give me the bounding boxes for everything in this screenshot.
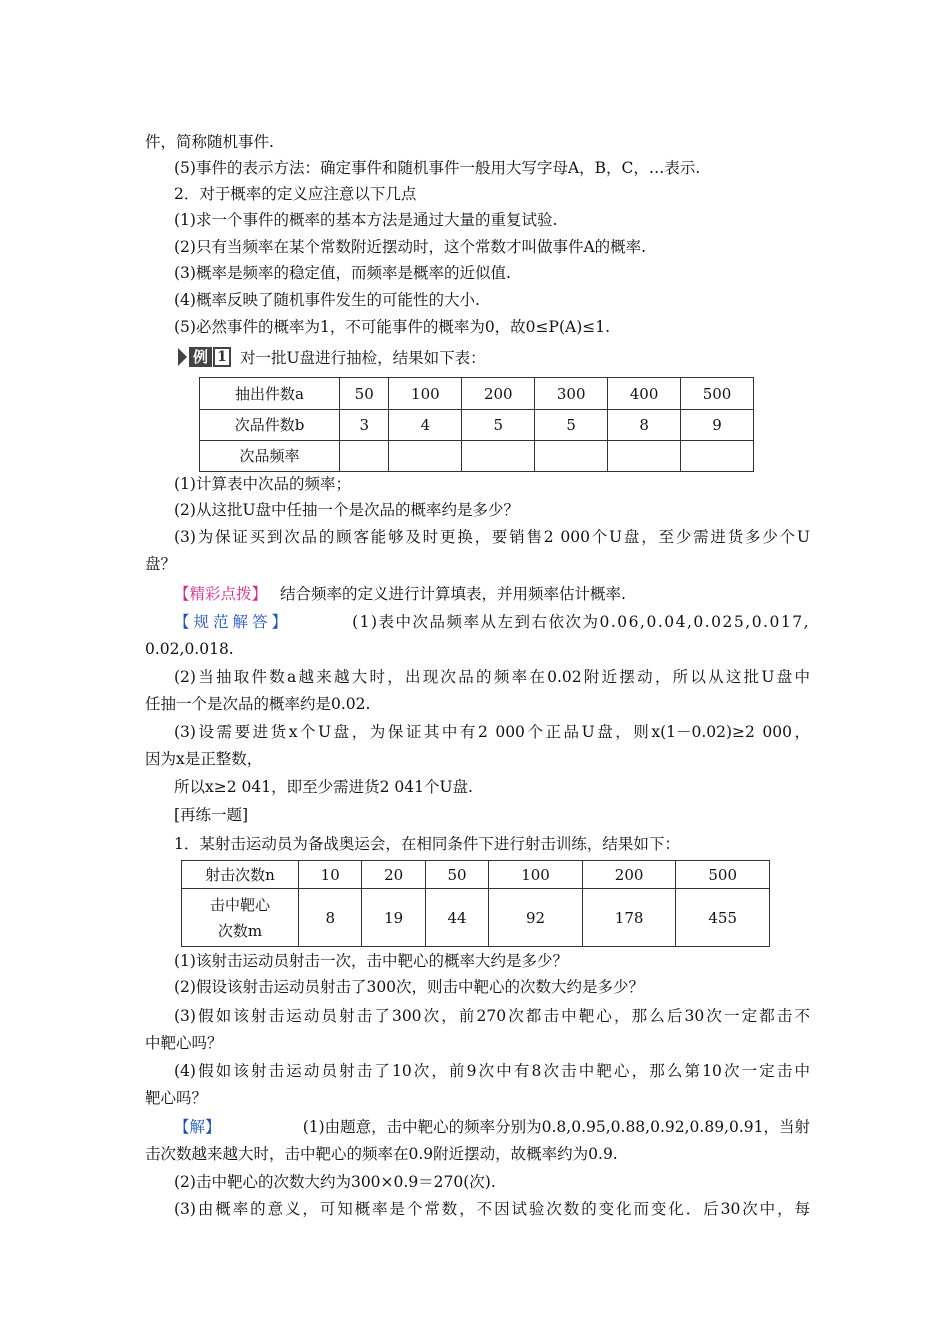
- table-cell: [462, 441, 535, 472]
- question-line: (3)假如该射击运动员射击了300次，前270次都击中靶心，那么后30次一定都击不: [174, 1007, 810, 1025]
- solution-line: (3)设需要进货x个U盘，为保证其中有2 000个正品U盘，则x(1－0.02)≥2 000，: [174, 723, 810, 741]
- table-cell: 300: [535, 378, 608, 410]
- question-line: (3)为保证买到次品的顾客能够及时更换，要销售2 000个U盘，至少需进货多少个U: [174, 528, 810, 546]
- table-cell: 50: [340, 378, 389, 410]
- solution-line: 任抽一个是次品的概率约是0.02.: [145, 695, 371, 713]
- text-line: (5)必然事件的概率为1，不可能事件的概率为0，故0≤P(A)≤1.: [174, 318, 611, 336]
- table-cell: 20: [362, 861, 425, 889]
- solution-line: [174, 611, 810, 633]
- question-line: 盘？: [145, 555, 177, 573]
- hint-text: 结合频率的定义进行计算填表，并用频率估计概率.: [279, 585, 626, 603]
- solution-line: 因为x是正整数，: [145, 750, 263, 768]
- triangle-icon: [178, 348, 187, 366]
- table-cell: [340, 441, 389, 472]
- table-cell: 500: [681, 378, 754, 410]
- text-line: (5)事件的表示方法：确定事件和随机事件一般用大写字母A，B，C，…表示.: [174, 159, 701, 177]
- table-cell: 4: [389, 410, 462, 441]
- example-number: 1: [213, 347, 231, 367]
- table-cell: 射击次数n: [182, 861, 299, 889]
- example-badge: [178, 347, 231, 367]
- table-cell: 3: [340, 410, 389, 441]
- hint-line: [174, 583, 839, 605]
- question-line: (2)从这批U盘中任抽一个是次品的概率约是多少？: [174, 501, 520, 519]
- answer-text: (1)由题意，击中靶心的频率分别为0.8,0.95,0.88,0.92,0.89,0.91，当射: [302, 1118, 810, 1136]
- table-cell: 500: [676, 861, 770, 889]
- section-heading: 2．对于概率的定义应注意以下几点: [174, 185, 417, 203]
- table-cell: 100: [389, 378, 462, 410]
- solution-line: (2)当抽取件数a越来越大时，出现次品的频率在0.02附近摆动，所以从这批U盘中: [174, 668, 810, 686]
- table-cell: 5: [462, 410, 535, 441]
- table-cell: [535, 441, 608, 472]
- table-cell: [389, 441, 462, 472]
- table-cell: 400: [608, 378, 681, 410]
- answer-line: 击次数越来越大时，击中靶心的频率在0.9附近摆动，故概率约为0.9.: [145, 1145, 618, 1163]
- practice-header: [再练一题]: [174, 806, 249, 824]
- table-cell: 8: [608, 410, 681, 441]
- table-cell: 10: [299, 861, 362, 889]
- table-cell: [608, 441, 681, 472]
- table-cell: 抽出件数a: [200, 378, 340, 410]
- data-table-shooting: [181, 860, 770, 947]
- question-line: (2)假设该射击运动员射击了300次，则击中靶心的次数大约是多少？: [174, 978, 645, 996]
- table-cell: 455: [676, 889, 770, 947]
- solution-line: 0.02,0.018.: [145, 640, 234, 658]
- question-line: 中靶心吗？: [145, 1034, 223, 1052]
- solution-label: 【规范解答】: [174, 613, 292, 631]
- practice-problem: 1．某射击运动员为备战奥运会，在相同条件下进行射击训练，结果如下：: [174, 835, 680, 853]
- question-line: 靶心吗？: [145, 1089, 208, 1107]
- table-cell: 200: [462, 378, 535, 410]
- table-cell: 次品件数b: [200, 410, 340, 441]
- table-row: [182, 889, 770, 947]
- table-row: [200, 410, 754, 441]
- question-line: (4)假如该射击运动员射击了10次，前9次中有8次击中靶心，那么第10次一定击中: [174, 1062, 810, 1080]
- table-row: [200, 378, 754, 410]
- row-label: 击中靶心: [209, 895, 270, 914]
- table-cell: 9: [681, 410, 754, 441]
- answer-line: (2)击中靶心的次数大约为300×0.9＝270(次).: [174, 1173, 496, 1191]
- table-row: [200, 441, 754, 472]
- text-line: (1)求一个事件的概率的基本方法是通过大量的重复试验.: [174, 211, 558, 229]
- table-cell: 5: [535, 410, 608, 441]
- hint-label: 【精彩点拨】: [174, 585, 268, 603]
- solution-text: (1)表中次品频率从左到右依次为0.06,0.04,0.025,0.017,: [352, 613, 810, 631]
- table-cell: 次品频率: [200, 441, 340, 472]
- row-label: 次数m: [217, 921, 263, 940]
- text-line: 件，简称随机事件.: [145, 133, 274, 151]
- answer-line: (3)由概率的意义，可知概率是个常数，不因试验次数的变化而变化．后30次中，每: [174, 1200, 810, 1218]
- example-text: 对一批U盘进行抽检，结果如下表：: [240, 349, 486, 367]
- solution-line: 所以x≥2 041，即至少需进货2 041个U盘.: [174, 778, 473, 796]
- answer-line: [174, 1116, 810, 1138]
- table-cell: 8: [299, 889, 362, 947]
- question-line: (1)计算表中次品的频率；: [174, 475, 351, 493]
- text-line: (3)概率是频率的稳定值，而频率是概率的近似值.: [174, 264, 511, 282]
- table-cell: 50: [425, 861, 488, 889]
- table-cell: 92: [489, 889, 583, 947]
- table-cell: 200: [582, 861, 676, 889]
- table-row: [182, 861, 770, 889]
- question-line: (1)该射击运动员射击一次，击中靶心的概率大约是多少？: [174, 952, 568, 970]
- table-cell: 178: [582, 889, 676, 947]
- answer-label: 【解】: [174, 1118, 221, 1136]
- table-cell: 44: [425, 889, 488, 947]
- table-cell: [182, 889, 299, 947]
- table-cell: [681, 441, 754, 472]
- data-table-usb: [199, 377, 754, 472]
- table-cell: 100: [489, 861, 583, 889]
- example-label: 例: [189, 347, 212, 367]
- text-line: (4)概率反映了随机事件发生的可能性的大小.: [174, 291, 480, 309]
- text-line: (2)只有当频率在某个常数附近摆动时，这个常数才叫做事件A的概率.: [174, 238, 647, 256]
- table-cell: 19: [362, 889, 425, 947]
